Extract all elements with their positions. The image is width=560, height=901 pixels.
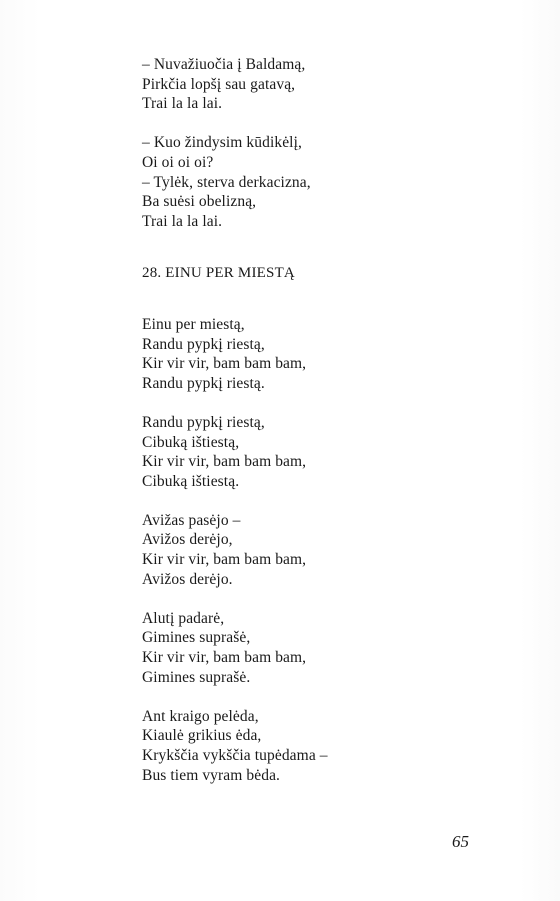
verse-line: Kir vir vir, bam bam bam, (142, 551, 307, 569)
stanza (142, 511, 502, 589)
verse-line: Einu per miestą, (142, 315, 245, 333)
verse-line: Avižas pasėjo – (142, 511, 241, 529)
verse-line: Krykščia vykščia tupėdama – (142, 747, 328, 764)
verse-line: Kir vir vir, bam bam bam, (142, 355, 307, 373)
verse-line: Oi oi oi oi? (142, 153, 214, 171)
stanza (142, 609, 502, 687)
verse-line: Gimines suprašė. (142, 668, 251, 686)
verse-line: Ba suėsi obelizną, (142, 193, 257, 211)
verse-line: Ant kraigo pelėda, (142, 707, 259, 725)
verse-line: Randu pypkį riestą. (142, 374, 265, 392)
verse-line: Pirkčia lopšį sau gatavą, (142, 75, 296, 93)
stanza (142, 707, 502, 785)
verse-line: Gimines suprašė, (142, 629, 251, 647)
song-title: 28. EINU PER MIESTĄ (142, 265, 295, 282)
verse-line: Kir vir vir, bam bam bam, (142, 453, 307, 471)
verse-line: – Tylėk, sterva derkacizna, (142, 173, 311, 191)
page-number: 65 (452, 832, 469, 851)
verse-line: Alutį padarė, (142, 609, 225, 627)
verse-line: Trai la la lai. (142, 212, 223, 230)
verse-line: Avižos derėjo. (142, 570, 233, 588)
stanza (142, 315, 502, 393)
verse-line: Kiaulė grikius ėda, (142, 727, 262, 745)
verse-line: Bus tiem vyram bėda. (142, 766, 281, 784)
verse-line: – Kuo žindysim kūdikėlį, (142, 134, 302, 152)
poem-text (142, 55, 502, 805)
verse-line: Avižos derėjo, (142, 531, 233, 549)
verse-line: Kir vir vir, bam bam bam, (142, 649, 307, 667)
verse-line: Cibuką ištiestą, (142, 433, 240, 451)
stanza (142, 133, 502, 231)
verse-line: Randu pypkį riestą, (142, 413, 265, 431)
verse-line: – Nuvažiuočia į Baldamą, (142, 56, 306, 73)
verse-line: Cibuką ištiestą. (142, 472, 240, 490)
stanza (142, 413, 502, 491)
stanza (142, 55, 502, 114)
verse-line: Randu pypkį riestą, (142, 335, 265, 353)
verse-line: Trai la la lai. (142, 95, 223, 113)
